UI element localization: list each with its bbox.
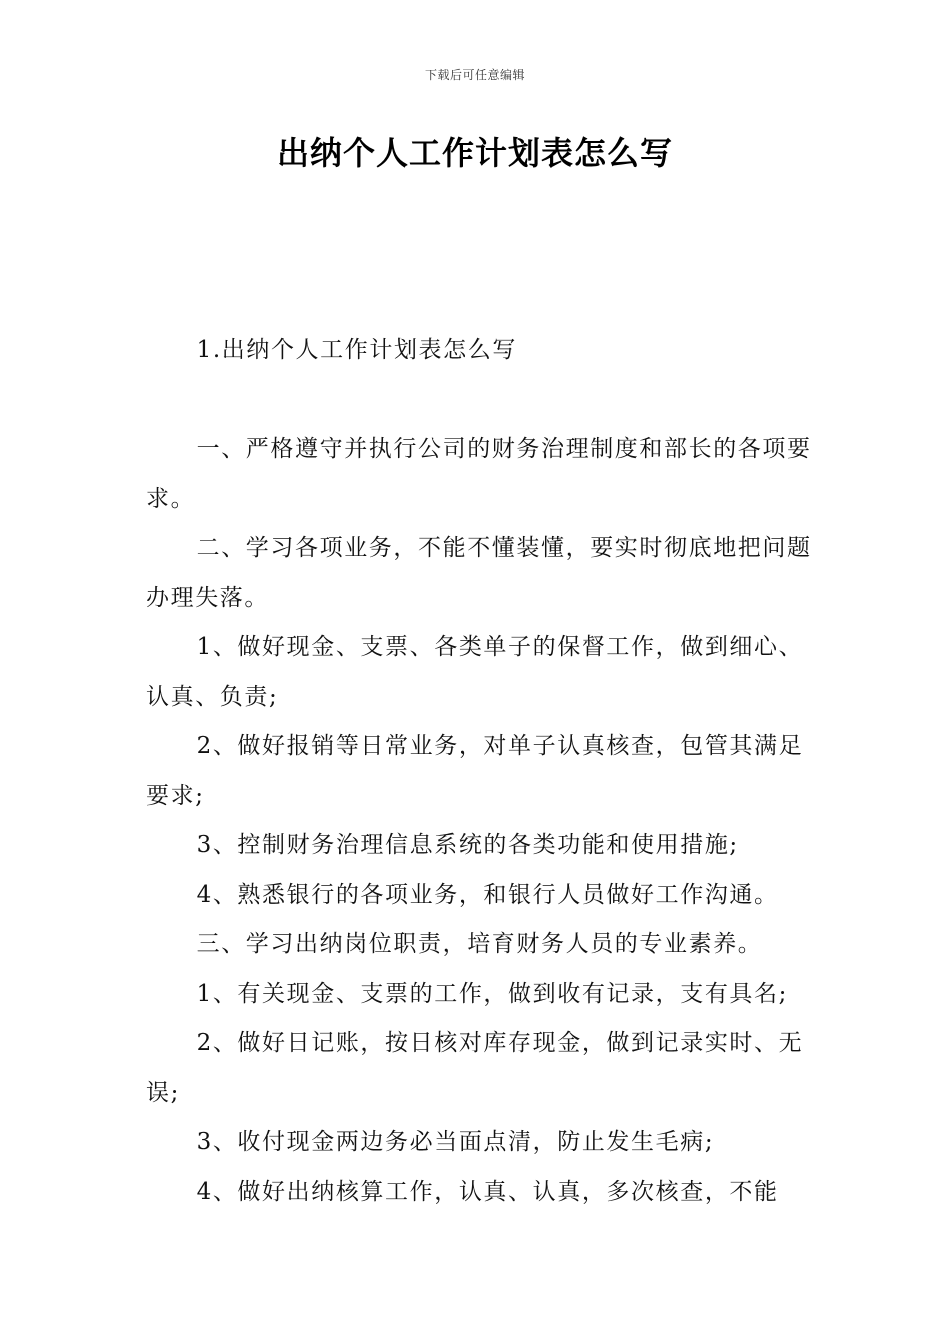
section-heading: 1.出纳个人工作计划表怎么写: [196, 337, 517, 363]
paragraph: 1、做好现金、支票、各类单子的保督工作，做到细心、认真、负责;: [146, 634, 804, 710]
paragraph: 3、控制财务治理信息系统的各类功能和使用措施;: [196, 832, 739, 858]
paragraph: 4、做好出纳核算工作，认真、认真，多次核查，不能: [196, 1178, 779, 1205]
paragraph: 4、熟悉银行的各项业务，和银行人员做好工作沟通。: [196, 881, 779, 908]
header-note: 下载后可任意编辑: [424, 68, 525, 82]
paragraph: 三、学习出纳岗位职责，培育财务人员的专业素养。: [196, 931, 763, 957]
paragraph: 二、学习各项业务，不能不懂装懂，要实时彻底地把问题办理失落。: [146, 535, 812, 611]
paragraph: 1、有关现金、支票的工作，做到收有记录，支有具名;: [196, 980, 788, 1007]
paragraph: 3、收付现金两边务必当面点清，防止发生毛病;: [196, 1129, 715, 1155]
document-title: 出纳个人工作计划表怎么写: [276, 134, 673, 172]
paragraph: 2、做好报销等日常业务，对单子认真核查，包管其满足要求;: [146, 733, 804, 809]
paragraph: 2、做好日记账，按日核对库存现金，做到记录实时、无误;: [146, 1030, 804, 1106]
document-body: [146, 326, 818, 1217]
paragraph: 一、严格遵守并执行公司的财务治理制度和部长的各项要求。: [146, 436, 812, 512]
